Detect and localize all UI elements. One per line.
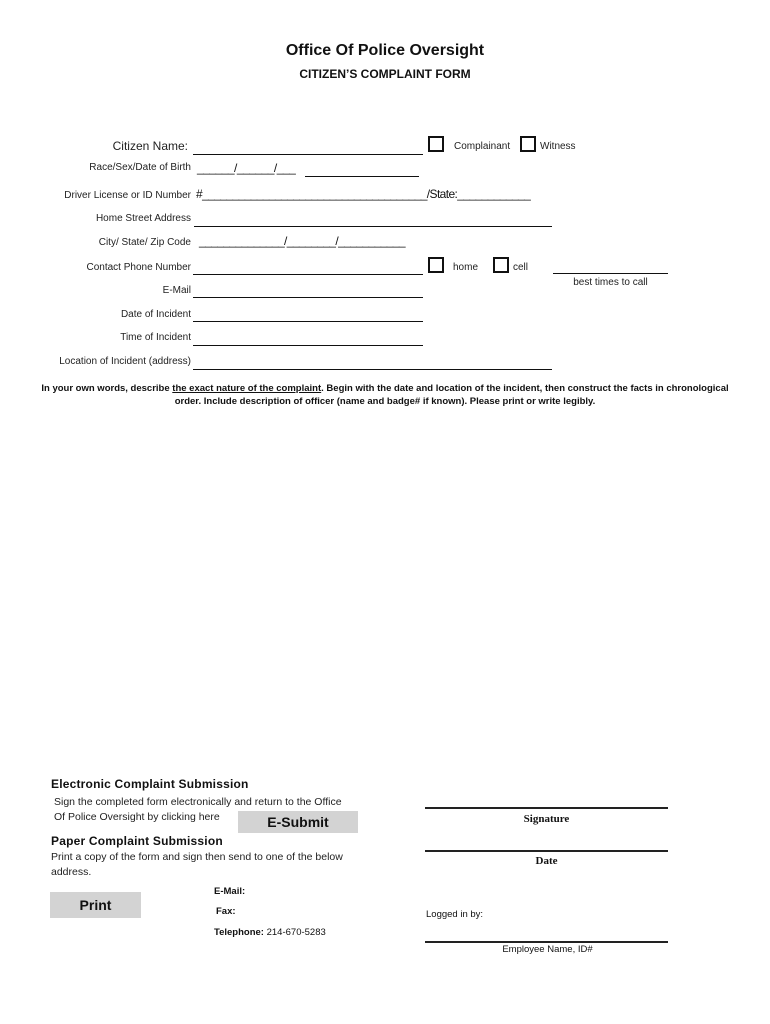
contact-email-label: E-Mail: [214, 886, 246, 897]
street-label: Home Street Address [95, 213, 191, 224]
phone-field[interactable] [193, 274, 423, 275]
license-field[interactable]: #_____________________________________/State:____________ [196, 187, 531, 201]
cell-checkbox[interactable] [493, 257, 509, 273]
electronic-text-2: Of Police Oversight by clicking here [54, 811, 220, 823]
electronic-heading: Electronic Complaint Submission [51, 777, 249, 791]
citizen-name-field[interactable] [193, 154, 423, 155]
contact-fax-label: Fax: [216, 906, 236, 917]
phone-label: Contact Phone Number [86, 262, 191, 273]
signature-label: Signature [523, 813, 570, 825]
contact-telephone [214, 927, 326, 938]
complainant-checkbox[interactable] [428, 136, 444, 152]
license-label: Driver License or ID Number [64, 190, 191, 201]
contact-telephone-value: 214-670-5283 [266, 927, 326, 938]
employee-line[interactable] [425, 941, 668, 943]
city-field[interactable]: ______________/________/___________ [199, 234, 405, 248]
best-times-label: best times to call [573, 277, 648, 288]
electronic-text-1: Sign the completed form electronically and return to the Office [54, 796, 342, 808]
instructions-underlined: the exact nature of the complaint [172, 383, 322, 394]
print-button[interactable]: Print [50, 892, 141, 918]
cell-label: cell [513, 262, 529, 273]
email-field[interactable] [193, 297, 423, 298]
page-subtitle: CITIZEN’S COMPLAINT FORM [299, 67, 471, 81]
paper-heading: Paper Complaint Submission [51, 834, 223, 848]
signature-line[interactable] [425, 807, 668, 809]
instructions-part1: In your own words, describe [41, 383, 173, 394]
location-field[interactable] [193, 369, 552, 370]
logged-in-label: Logged in by: [426, 909, 484, 920]
email-label: E-Mail [162, 285, 191, 296]
best-times-field[interactable] [553, 273, 668, 274]
citizen-name-label: Citizen Name: [112, 139, 188, 153]
contact-telephone-label: Telephone: [214, 927, 264, 938]
date-incident-label: Date of Incident [120, 309, 191, 320]
time-incident-field[interactable] [193, 345, 423, 346]
complaint-narrative-area[interactable] [40, 415, 730, 770]
witness-label: Witness [540, 141, 576, 152]
employee-label: Employee Name, ID# [502, 944, 593, 955]
signature-date-line[interactable] [425, 850, 668, 852]
instructions-part2: . Begin with the date and location of the incident, then construct the facts in chronological order. Include description of officer (name and badge# if known). Please print or write legibly. [174, 383, 729, 407]
paper-text-2: address. [51, 866, 92, 878]
race-sex-dob-label: Race/Sex/Date of Birth [89, 162, 191, 173]
home-checkbox[interactable] [428, 257, 444, 273]
instructions [30, 382, 740, 408]
signature-date-label: Date [535, 855, 558, 867]
date-incident-field[interactable] [193, 321, 423, 322]
race-sex-dob-line [305, 176, 419, 177]
page-title: Office Of Police Oversight [285, 42, 485, 59]
paper-text-1: Print a copy of the form and sign then send to one of the below [51, 851, 343, 863]
home-label: home [453, 262, 479, 273]
time-incident-label: Time of Incident [120, 332, 191, 343]
street-field[interactable] [194, 226, 552, 227]
e-submit-button[interactable]: E-Submit [238, 811, 358, 833]
complainant-label: Complainant [454, 141, 511, 152]
witness-checkbox[interactable] [520, 136, 536, 152]
race-sex-dob-field[interactable]: ______/______/___ [197, 161, 296, 175]
city-label: City/ State/ Zip Code [98, 237, 191, 248]
location-label: Location of Incident (address) [59, 356, 191, 367]
